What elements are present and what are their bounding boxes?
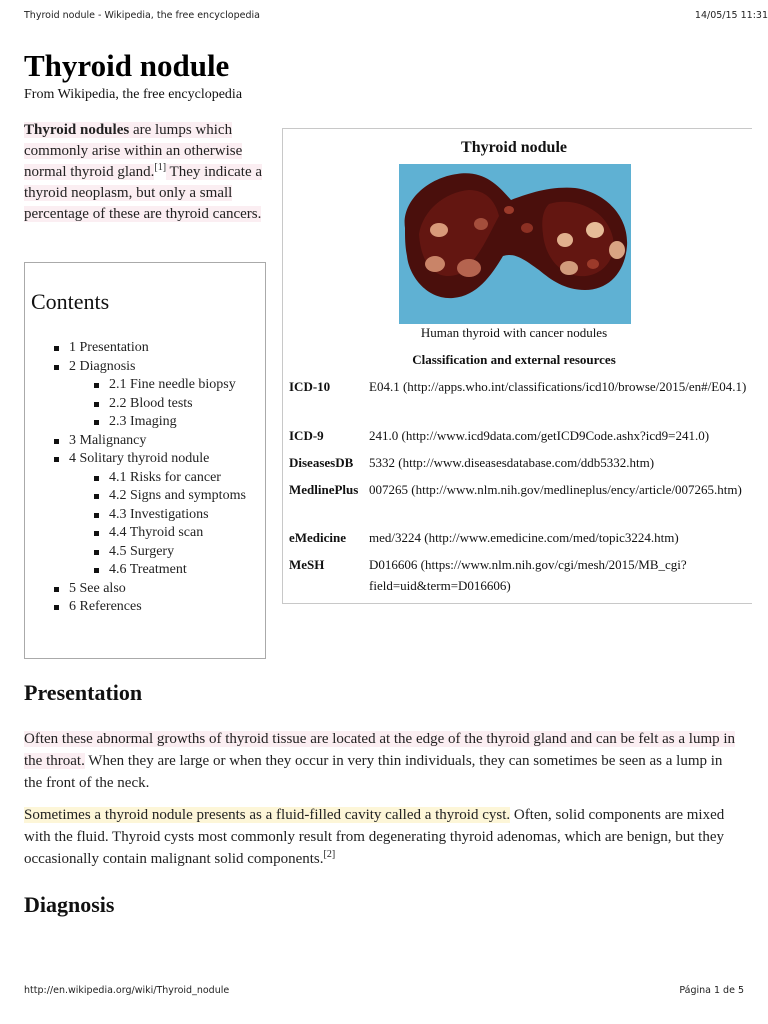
- bullet-icon: [94, 568, 99, 573]
- bullet-icon: [54, 439, 59, 444]
- infobox-title: Thyroid nodule: [461, 139, 567, 156]
- bullet-icon: [54, 587, 59, 592]
- toc-item-label: 5 See also: [69, 580, 126, 596]
- bullet-icon: [54, 346, 59, 351]
- toc-subitem[interactable]: [25, 543, 259, 562]
- toc-item-label: 2 Diagnosis: [69, 358, 136, 374]
- citation-2[interactable]: [2]: [323, 849, 336, 860]
- toc-subitem[interactable]: [25, 469, 259, 488]
- thyroid-specimen-illustration: [399, 164, 631, 324]
- toc-item[interactable]: [25, 580, 259, 599]
- thyroid-specimen-image[interactable]: [399, 164, 631, 324]
- bullet-icon: [94, 531, 99, 536]
- infobox-row-label: eMedicine: [289, 530, 347, 545]
- tagline: From Wikipedia, the free encyclopedia: [24, 87, 243, 102]
- toc-item-label: 6 References: [69, 599, 142, 614]
- toc-subitem[interactable]: [25, 524, 259, 543]
- bullet-icon: [94, 383, 99, 388]
- presentation-paragraph-2: [24, 804, 744, 870]
- toc-subitem[interactable]: [25, 395, 259, 414]
- toc-subitem[interactable]: [25, 376, 259, 395]
- toc-item-label: 4 Solitary thyroid nodule: [69, 451, 210, 466]
- presentation-p2-rest: Often, solid components are mixed with the fluid. Thyroid cysts most commonly result from degenerating thyroid adenomas, which are benign, but they occasionally contain malignant solid components.: [24, 807, 725, 867]
- toc-item-label: 2.1 Fine needle biopsy: [109, 377, 236, 392]
- presentation-paragraph-1: [24, 728, 744, 794]
- citation-1[interactable]: [1]: [154, 162, 167, 173]
- infobox-row-link[interactable]: E04.1 (http://apps.who.int/classifications/icd10/browse/2015/en#/E04.1): [369, 379, 747, 394]
- toc-item-label: 4.4 Thyroid scan: [109, 525, 204, 540]
- toc-item-label: 2.3 Imaging: [109, 414, 177, 429]
- intro-paragraph: [24, 120, 269, 225]
- presentation-p1-highlight: Often these abnormal growths of thyroid tissue are located at the edge of the thyroid gland and can be felt as a lump in the throat.: [24, 731, 736, 769]
- toc-item-label: 4.3 Investigations: [109, 506, 209, 522]
- print-url[interactable]: http://en.wikipedia.org/wiki/Thyroid_nodule: [24, 985, 230, 996]
- bullet-icon: [54, 605, 59, 610]
- print-page-title: Thyroid nodule - Wikipedia, the free encyclopedia: [24, 10, 260, 21]
- toc-subitem[interactable]: [25, 413, 259, 432]
- toc-item-label: 4.1 Risks for cancer: [109, 469, 221, 485]
- toc-item-label: 4.5 Surgery: [109, 543, 175, 559]
- section-heading-diagnosis: Diagnosis: [24, 892, 115, 917]
- section-heading-presentation: Presentation: [24, 680, 143, 705]
- intro-lead-rest: are lumps which commonly arise within an otherwise normal thyroid gland.: [24, 122, 243, 180]
- infobox-row-label: ICD-9: [289, 428, 324, 443]
- bullet-icon: [54, 365, 59, 370]
- infobox-row-link[interactable]: med/3224 (http://www.emedicine.com/med/topic3224.htm): [369, 530, 679, 545]
- toc-list: [25, 339, 259, 617]
- toc-subitem[interactable]: [25, 561, 259, 580]
- toc-subitem[interactable]: [25, 506, 259, 525]
- infobox-image-caption: Human thyroid with cancer nodules: [420, 325, 608, 340]
- intro-rest: They indicate a thyroid neoplasm, but only a small percentage of these are thyroid cancers.: [24, 164, 263, 222]
- print-datetime: 14/05/15 11:31: [694, 10, 768, 21]
- infobox-row-label: MedlinePlus: [289, 482, 359, 497]
- presentation-p2-highlight: Sometimes a thyroid nodule presents as a fluid-filled cavity called a thyroid cyst.: [24, 807, 511, 823]
- toc-item-label: 1 Presentation: [69, 340, 149, 355]
- presentation-p1-rest: When they are large or when they occur in very thin individuals, they can sometimes be seen as a lump in the front of the neck.: [24, 753, 723, 791]
- toc-item-label: 2.2 Blood tests: [109, 395, 193, 411]
- infobox-row-label: MeSH: [289, 557, 325, 572]
- page-title: Thyroid nodule: [24, 48, 230, 83]
- bullet-icon: [94, 402, 99, 407]
- bullet-icon: [94, 513, 99, 518]
- bullet-icon: [94, 550, 99, 555]
- toc-item-label: 4.6 Treatment: [109, 562, 187, 577]
- bullet-icon: [94, 476, 99, 481]
- infobox-row-link[interactable]: 007265 (http://www.nlm.nih.gov/medlineplus/ency/article/007265.htm): [369, 482, 742, 497]
- toc-item[interactable]: [25, 450, 259, 469]
- infobox-row-link[interactable]: 5332 (http://www.diseasesdatabase.com/ddb5332.htm): [369, 455, 655, 470]
- table-of-contents: [24, 262, 266, 659]
- print-page-info: Página 1 de 5: [679, 985, 744, 996]
- toc-item[interactable]: [25, 598, 259, 617]
- toc-subitem[interactable]: [25, 487, 259, 506]
- infobox-row-label: ICD-10: [289, 379, 331, 394]
- print-footer: [24, 985, 744, 996]
- toc-title: Contents: [31, 289, 110, 314]
- toc-item[interactable]: [25, 358, 259, 377]
- infobox-row-link[interactable]: D016606 (https://www.nlm.nih.gov/cgi/mesh/2015/MB_cgi?field=uid&term=D016606): [369, 557, 687, 593]
- infobox-subheading: Classification and external resources: [412, 352, 616, 367]
- toc-item-label: 4.2 Signs and symptoms: [109, 488, 246, 503]
- infobox-row-label: DiseasesDB: [289, 455, 354, 470]
- intro-lead-bold: Thyroid nodules: [24, 122, 130, 138]
- toc-item-label: 3 Malignancy: [69, 432, 147, 448]
- print-header: [24, 10, 768, 21]
- toc-item[interactable]: [25, 432, 259, 451]
- toc-item[interactable]: [25, 339, 259, 358]
- infobox-row-link[interactable]: 241.0 (http://www.icd9data.com/getICD9Code.ashx?icd9=241.0): [369, 428, 710, 443]
- infobox: [282, 128, 752, 604]
- bullet-icon: [94, 420, 99, 425]
- bullet-icon: [54, 457, 59, 462]
- bullet-icon: [94, 494, 99, 499]
